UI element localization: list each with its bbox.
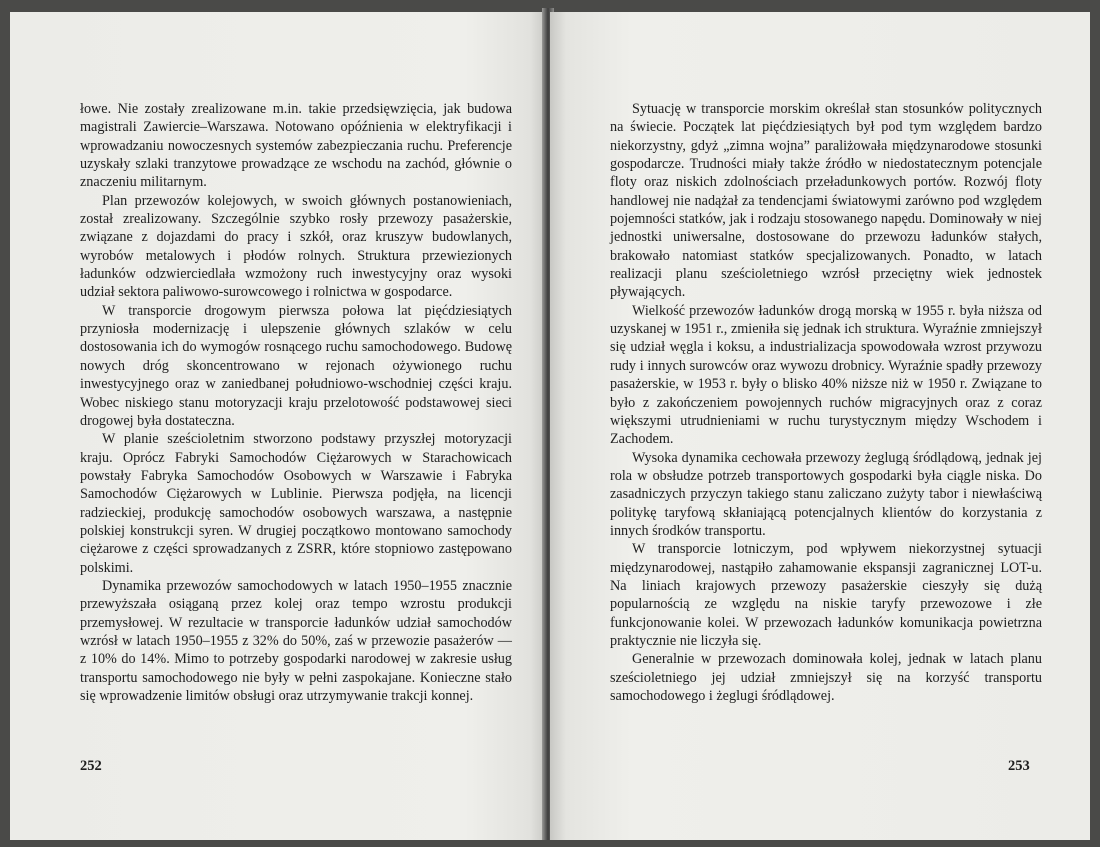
paragraph: W transporcie drogowym pierwsza połowa lat pięćdziesiątych przyniosła modernizację i ulepszenie głównych szlaków w celu dostosowania ich do wymogów rosnącego ruchu samochodowego. Budowę nowych dróg skoncentrowano w rejonach ożywionego ruchu inwestycyjnego oraz w zaniedbanej południowo-wschodniej części kraju. Wobec niskiego stanu motoryzacji kraju przelotowość podstawowej sieci drogowej była dostateczna. <box>80 302 512 429</box>
paragraph: W planie sześcioletnim stworzono podstawy przyszłej motoryzacji kraju. Oprócz Fabryki Samochodów Ciężarowych w Starachowicach powstały Fabryka Samochodów Osobowych w Warszawie i Fabryka Samochodów Ciężarowych w Lublinie. Pierwsza podjęła, na licencji radzieckiej, produkcję samochodów osobowych warszawa, a następnie polskiej konstrukcji syren. W drugiej początkowo montowano samochody ciężarowe z części sprowadzanych z ZSRR, które stopniowo zastępowano polskimi. <box>80 431 512 576</box>
paragraph: Dynamika przewozów samochodowych w latach 1950–1955 znacznie przewyższała osiąganą przez kolej oraz tempo wzrostu produkcji przemysłowej. W rezultacie w transporcie ładunków udział samochodów wzrósł w latach 1950–1955 z 32% do 50%, zaś w przewozie pasażerów — z 10% do 14%. Mimo to potrzeby gospodarki narodowej w zakresie usług transportu samochodowego nie były w pełni zaspokajane. Konieczne stało się wprowadzenie limitów obsługi oraz utrzymywanie trakcji konnej. <box>80 577 512 704</box>
page-number: 253 <box>1008 758 1030 774</box>
book-spread <box>10 8 1090 840</box>
paragraph: Wysoka dynamika cechowała przewozy żeglugą śródlądową, jednak jej rola w obsłudze potrzeb transportowych gospodarki była ciągle niska. Do zasadniczych przyczyn takiego stanu zaliczano zużyty tabor i niewłaściwą politykę taryfową skłaniającą potencjalnych klientów do korzystania z innych środków transportu. <box>610 449 1042 539</box>
paragraph: Wielkość przewozów ładunków drogą morską w 1955 r. była niższa od uzyskanej w 1951 r., zmieniła się jednak ich struktura. Wyraźnie zmniejszył się udział węgla i koksu, a industrializacja spowodowała wzrost przywozu rudy i innych surowców oraz wywozu drobnicy. Wyraźnie spadły przewozy pasażerskie, w 1953 r. były o blisko 40% niższe niż w 1950 r. Związane to było z zakończeniem powojennych ruchów migracyjnych oraz z coraz większymi utrudnieniami w ruchu turystycznym między Wschodem i Zachodem. <box>610 302 1042 448</box>
paragraph: łowe. Nie zostały zrealizowane m.in. takie przedsięwzięcia, jak budowa magistrali Zawiercie–Warszawa. Notowano opóźnienia w elektryfikacji i wprowadzaniu nowoczesnych systemów zabezpieczania ruchu. Preferencje uzyskały szlaki tranzytowe prowadzące ze wschodu na zachód, głównie o znaczeniu militarnym. <box>80 101 512 191</box>
paragraph: Sytuację w transporcie morskim określał stan stosunków politycznych na świecie. Początek lat pięćdziesiątych był pod tym względem bardzo niekorzystny, gdyż „zimna wojna” paraliżowała międzynarodowe stosunki gospodarcze. Trudności miały także źródło w niedostatecznym potencjale floty oraz niskich zdolnościach przeładunkowych portów. Rozwój floty handlowej nie nadążał za tendencjami światowymi zarówno pod względem pojemności statków, jak i rodzaju stosowanego napędu. Dominowały w niej jednostki uniwersalne, dostosowane do przewozu ładunków stałych, brakowało natomiast statków specjalizowanych. Ponadto, w latach realizacji planu sześcioletniego wzrósł przeciętny wiek jednostek pływających. <box>610 101 1042 301</box>
left-page-text <box>80 100 512 705</box>
paragraph: Generalnie w przewozach dominowała kolej, jednak w latach planu sześcioletniego jej udział zmniejszył się na korzyść transportu samochodowego i żeglugi śródlądowej. <box>610 651 1042 704</box>
paragraph: Plan przewozów kolejowych, w swoich głównych postanowieniach, został zrealizowany. Szczególnie szybko rosły przewozy pasażerskie, związane z dojazdami do pracy i szkół, oraz kruszyw budowlanych, wyrobów metalowych i płodów rolnych. Struktura przewiezionych ładunków odzwierciedlała wzmożony ruch inwestycyjny oraz wysoki udział sektora paliwowo-surowcowego i rolnictwa w gospodarce. <box>80 192 512 301</box>
page-number: 252 <box>80 758 102 774</box>
right-page <box>550 12 1090 840</box>
right-page-text <box>610 100 1042 705</box>
left-page <box>10 12 546 840</box>
paragraph: W transporcie lotniczym, pod wpływem niekorzystnej sytuacji międzynarodowej, nastąpiło zahamowanie ekspansji zagranicznej LOT-u. Na liniach krajowych przewozy pasażerskie cieszyły się dużą popularnością ze względu na niskie taryfy przewozowe i złe funkcjonowanie kolei. W przewozach ładunków komunikacja powietrzna praktycznie nie liczyła się. <box>610 541 1042 649</box>
